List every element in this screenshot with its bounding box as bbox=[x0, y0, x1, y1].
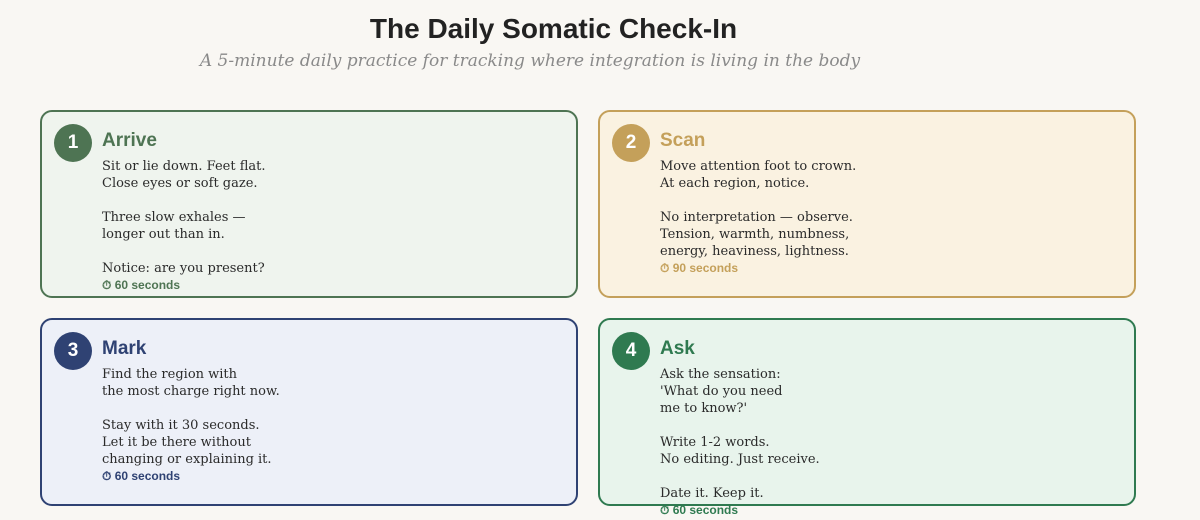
step-line: Three slow exhales — bbox=[102, 210, 246, 225]
step-line: Let it be there without bbox=[102, 435, 251, 450]
step-line: 'What do you need bbox=[660, 384, 783, 399]
step-line: Tension, warmth, numbness, bbox=[660, 227, 850, 242]
step-line: No editing. Just receive. bbox=[660, 452, 820, 467]
step-title: Scan bbox=[660, 130, 706, 151]
step-title: Arrive bbox=[102, 130, 157, 151]
step-body bbox=[102, 366, 280, 483]
step-timer: ⏱ 60 seconds bbox=[102, 469, 181, 483]
step-body bbox=[660, 158, 856, 275]
step-line: Write 1-2 words. bbox=[660, 435, 770, 450]
step-line: the most charge right now. bbox=[102, 384, 280, 399]
step-line: longer out than in. bbox=[102, 227, 225, 242]
step-card-scan bbox=[598, 110, 1136, 298]
step-line: No interpretation — observe. bbox=[660, 210, 853, 225]
step-card-arrive bbox=[40, 110, 578, 298]
step-timer: ⏱ 60 seconds bbox=[102, 278, 181, 292]
step-body bbox=[102, 158, 265, 292]
step-line: Date it. Keep it. bbox=[660, 486, 764, 501]
step-line: energy, heaviness, lightness. bbox=[660, 244, 849, 259]
step-timer: ⏱ 90 seconds bbox=[660, 261, 739, 275]
step-line bbox=[102, 192, 265, 209]
step-line: Move attention foot to crown. bbox=[660, 159, 857, 174]
step-line: Find the region with bbox=[102, 367, 238, 382]
step-line bbox=[660, 192, 856, 209]
step-line bbox=[102, 243, 265, 260]
step-timer: ⏱ 60 seconds bbox=[660, 503, 739, 517]
step-line: me to know?' bbox=[660, 401, 748, 416]
step-line: At each region, notice. bbox=[660, 176, 810, 191]
step-card-ask bbox=[598, 318, 1136, 517]
step-card-mark bbox=[40, 318, 578, 506]
step-line: Sit or lie down. Feet flat. bbox=[102, 159, 266, 174]
step-number-badge: 4 bbox=[612, 332, 650, 370]
step-body bbox=[660, 366, 820, 517]
step-number-badge: 2 bbox=[612, 124, 650, 162]
step-title: Ask bbox=[660, 338, 695, 359]
step-line: Close eyes or soft gaze. bbox=[102, 176, 258, 191]
step-title: Mark bbox=[102, 338, 147, 359]
step-line bbox=[660, 468, 820, 485]
page-subtitle: A 5-minute daily practice for tracking where integration is living in the body bbox=[199, 51, 861, 71]
step-line bbox=[102, 400, 280, 417]
step-line bbox=[660, 417, 820, 434]
step-line: Stay with it 30 seconds. bbox=[102, 418, 260, 433]
step-number-badge: 3 bbox=[54, 332, 92, 370]
step-number-badge: 1 bbox=[54, 124, 92, 162]
page-title: The Daily Somatic Check-In bbox=[369, 13, 738, 44]
step-line: Ask the sensation: bbox=[660, 367, 781, 382]
step-line: Notice: are you present? bbox=[102, 261, 265, 276]
step-line: changing or explaining it. bbox=[102, 452, 272, 467]
